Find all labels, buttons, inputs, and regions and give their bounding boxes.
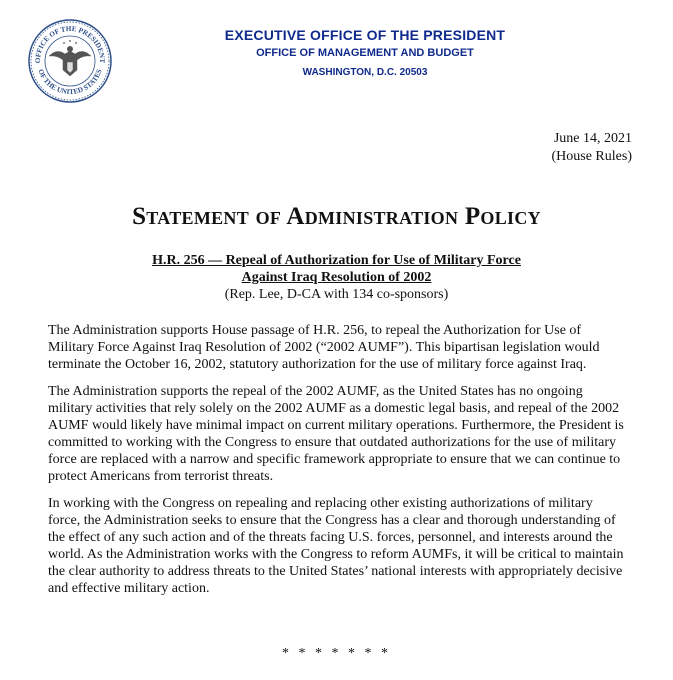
document-title: Statement of Administration Policy <box>132 203 541 230</box>
paragraph-1: The Administration supports House passage of H.R. 256, to repeal the Authorization for Use of Military Force Against Iraq Resolution of 2002 (“2002 AUMF”). This bipartisan legislation would terminate the October 16, 2002, statutory authorization for the use of military force against Iraq. <box>48 323 600 372</box>
bill-title-line-2: Against Iraq Resolution of 2002 <box>241 270 432 285</box>
paragraph-2: The Administration supports the repeal of the 2002 AUMF, as the United States has no ongoing military activities that rely solely on the 2002 AUMF as a domestic legal basis, and repeal of the 2002 AUMF would likely have minimal impact on current military operations. Furthermore, the President is committed to working with the Congress to ensure that outdated authorizations for the use of military force are replaced with a narrow and specific framework appropriate to ensure that we can continue to protect Americans from terrorist threats. <box>48 384 624 484</box>
document-date: June 14, 2021 <box>553 131 632 146</box>
seal-top-text: OFFICE OF THE PRESIDENT <box>33 24 107 64</box>
bill-title-line-1: H.R. 256 — Repeal of Authorization for Use of Military Force <box>152 253 521 268</box>
header-line-1: EXECUTIVE OFFICE OF THE PRESIDENT <box>224 27 506 43</box>
seal-bottom-text: OF THE UNITED STATES <box>36 68 104 97</box>
header-line-3: WASHINGTON, D.C. 20503 <box>302 67 428 78</box>
end-marker: * * * * * * * <box>282 646 391 661</box>
committee-label: (House Rules) <box>551 149 632 164</box>
paragraph-3: In working with the Congress on repealing and replacing other existing authorizations of military force, the Administration seeks to ensure that the Congress has a clear and thorough understanding of the effect of any such action and of the threats facing U.S. forces, personnel, and interests around the world. As the Administration works with the Congress to reform AUMFs, it will be critical to maintain the clear authority to address threats to the United States’ national interests with appropriately decisive and effective military action. <box>48 496 624 596</box>
bill-heading <box>0 252 673 303</box>
eagle-icon <box>49 40 91 76</box>
header-line-2: OFFICE OF MANAGEMENT AND BUDGET <box>256 47 474 59</box>
statement-body <box>48 322 628 607</box>
date-block <box>552 130 633 166</box>
bill-sponsor: (Rep. Lee, D-CA with 134 co-sponsors) <box>224 287 449 302</box>
presidential-seal <box>27 18 113 104</box>
